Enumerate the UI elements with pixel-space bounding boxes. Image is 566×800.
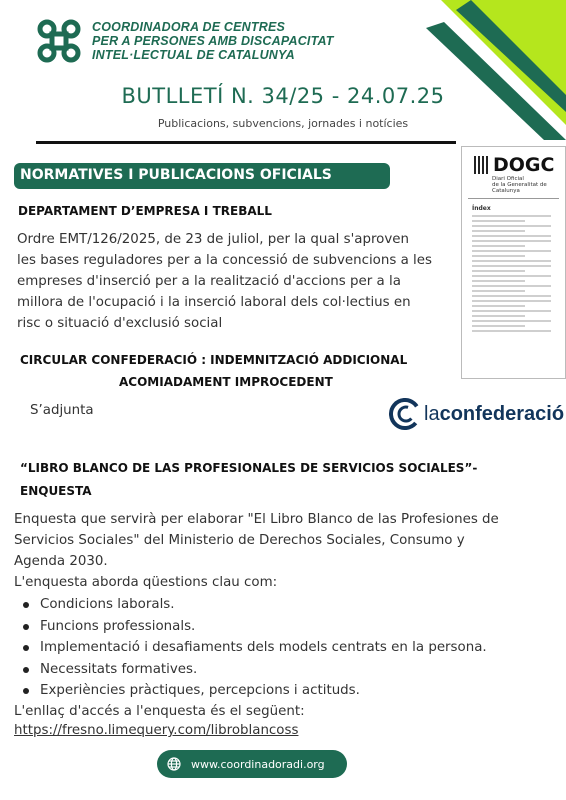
item1-line: empreses d'inserció per a la realització d'accions per a la [17,274,401,289]
item1-line: Ordre EMT/126/2025, de 23 de juliol, per la qual s'aproven [17,232,410,247]
header-divider [36,141,456,144]
logo-mark-icon [36,18,82,64]
item1-heading: DEPARTAMENT D’EMPRESA I TREBALL [18,204,272,218]
access-text: L'enllaç d'accés a l'enquesta és el següent: [14,704,305,719]
dogc-text-line [472,260,551,262]
list-item: Condicions laborals. [20,594,487,616]
dogc-text-line [472,305,525,307]
dogc-text-line [472,310,551,312]
website-button[interactable] [157,750,347,778]
dogc-text-line [472,325,525,327]
bulletin-title: BUTLLETÍ N. 34/25 - 24.07.25 [121,84,445,108]
dogc-index-label: Índex [472,205,491,212]
item3-line: Servicios Sociales" del Ministerio de Derechos Sociales, Consumo y [14,533,465,548]
section-header: NORMATIVES I PUBLICACIONS OFICIALS [14,163,390,189]
item1-line: les bases reguladores per a la concessió de subvencions a les [17,253,432,268]
website-url: www.coordinadoradi.org [191,757,325,771]
item3-heading-line-2: ENQUESTA [20,484,92,498]
item3-heading-line-1: “LIBRO BLANCO DE LAS PROFESIONALES DE SERVICIOS SOCIALES”- [20,461,478,475]
dogc-text-line [472,320,551,322]
dogc-text-line [472,300,551,302]
dogc-text-line [472,295,551,297]
dogc-text-line [472,235,551,237]
dogc-text-line [472,315,525,317]
dogc-name: DOGC [493,154,555,176]
list-item: Experiències pràctiques, percepcions i actituds. [20,680,487,702]
survey-link[interactable]: https://fresno.limequery.com/libroblancoss [14,723,299,738]
confederacio-c-icon [389,398,421,430]
dogc-text-line [472,275,551,277]
logo-line-1: COORDINADORA DE CENTRES [92,20,286,34]
dogc-text-line [472,290,525,292]
dogc-text-line [472,330,551,332]
organization-logo [36,18,334,64]
dogc-text-line [472,225,551,227]
dogc-text-line [472,250,551,252]
bulletin-subtitle: Publicacions, subvencions, jornades i notícies [157,117,409,130]
list-item: Necessitats formatives. [20,659,487,681]
item1-line: millora de l'ocupació i la inserció laboral dels col·lectius en [17,295,411,310]
item3-body [14,509,499,593]
confederacio-logo-name: confederació [439,402,565,425]
dogc-text-line [472,270,525,272]
dogc-text-line [472,245,525,247]
item2-heading-line-2: ACOMIADAMENT IMPROCEDENT [119,375,333,389]
list-item: Implementació i desafiaments dels models centrats en la persona. [20,637,487,659]
dogc-text-line [472,220,525,222]
logo-line-3: INTEL·LECTUAL DE CATALUNYA [92,48,295,62]
dogc-text-line [472,230,525,232]
item3-line: L'enquesta aborda qüestions clau com: [14,575,278,590]
confederacio-logo[interactable] [389,398,564,430]
item2-heading-line-1: CIRCULAR CONFEDERACIÓ : INDEMNITZACIÓ ADDICIONAL [20,353,408,367]
dogc-text-line [472,215,551,217]
list-item: Funcions professionals. [20,616,487,638]
confederacio-logo-prefix: la [424,402,440,425]
dogc-text-line [472,265,551,267]
dogc-text-line [472,255,525,257]
item1-line: risc o situació d'exclusió social [17,316,223,331]
dogc-text-line [472,280,525,282]
item3-line: Enquesta que servirà per elaborar "El Libro Blanco de las Profesiones de [14,512,499,527]
dogc-text-line [472,285,551,287]
dogc-subtitle-2: de la Generalitat de Catalunya [492,182,547,194]
dogc-subtitle-1: Diari Oficial [492,176,524,182]
survey-topics-list [20,594,487,702]
globe-icon [167,757,181,771]
dogc-thumbnail[interactable] [461,146,566,379]
item3-line: Agenda 2030. [14,554,108,569]
item2-body: S’adjunta [30,403,94,418]
item1-body[interactable] [17,229,432,334]
logo-line-2: PER A PERSONES AMB DISCAPACITAT [92,34,334,48]
catalan-flag-icon [474,156,488,174]
dogc-text-line [472,240,551,242]
